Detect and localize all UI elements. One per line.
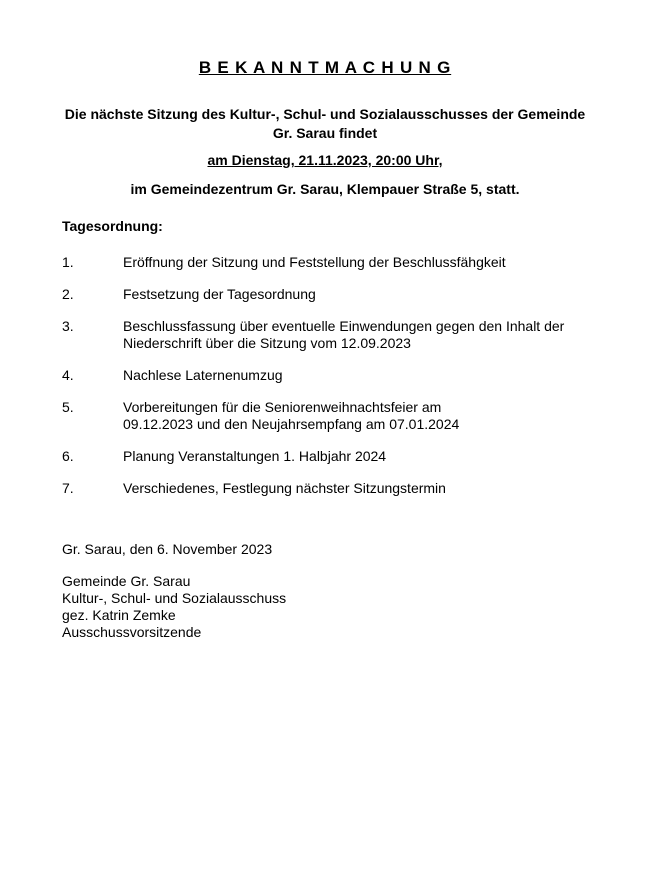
agenda-item <box>62 367 588 384</box>
agenda-item-line: Vorbereitungen für die Seniorenweihnachtsfeier am <box>123 399 442 415</box>
signature-block <box>62 573 588 641</box>
intro-line-1: Die nächste Sitzung des Kultur-, Schul- und Sozialausschusses der Gemeinde <box>64 106 586 122</box>
place-and-date: Gr. Sarau, den 6. November 2023 <box>62 541 273 557</box>
agenda-item <box>62 448 588 465</box>
agenda-item-line: 09.12.2023 und den Neujahrsempfang am 07.01.2024 <box>123 416 460 432</box>
agenda-item-line: Beschlussfassung über eventuelle Einwendungen gegen den Inhalt der <box>123 318 565 334</box>
agenda-item <box>62 254 588 271</box>
agenda-list <box>62 254 588 497</box>
agenda-item-text <box>123 399 588 433</box>
meeting-location-line: im Gemeindezentrum Gr. Sarau, Klempauer Straße 5, statt. <box>130 181 520 197</box>
agenda-item <box>62 399 588 433</box>
agenda-item-number: 1. <box>62 254 74 270</box>
agenda-item-line: Eröffnung der Sitzung und Feststellung der Beschlussfähgkeit <box>123 254 506 270</box>
agenda-heading: Tagesordnung: <box>62 218 163 234</box>
agenda-item-text <box>123 448 588 465</box>
signature-line: gez. Katrin Zemke <box>62 607 176 623</box>
agenda-item <box>62 480 588 497</box>
signature-line: Gemeinde Gr. Sarau <box>62 573 191 589</box>
agenda-item-number: 6. <box>62 448 74 464</box>
agenda-item-line: Festsetzung der Tagesordnung <box>123 286 316 302</box>
intro-line-2: Gr. Sarau findet <box>272 125 378 141</box>
intro-paragraph <box>62 105 588 143</box>
agenda-item-text <box>123 254 588 271</box>
agenda-item-text <box>123 286 588 303</box>
agenda-item <box>62 286 588 303</box>
agenda-item-line: Planung Veranstaltungen 1. Halbjahr 2024 <box>123 448 387 464</box>
agenda-item-number: 7. <box>62 480 74 496</box>
agenda-item-text <box>123 480 588 497</box>
signature-line: Ausschussvorsitzende <box>62 624 202 640</box>
agenda-item-text <box>123 367 588 384</box>
document-title: B E K A N N T M A C H U N G <box>198 58 452 77</box>
signature-line: Kultur-, Schul- und Sozialausschuss <box>62 590 287 606</box>
meeting-date-line: am Dienstag, 21.11.2023, 20:00 Uhr, <box>207 152 443 168</box>
agenda-item-line: Niederschrift über die Sitzung vom 12.09.2023 <box>123 335 411 351</box>
agenda-item-number: 5. <box>62 399 74 415</box>
agenda-item-number: 2. <box>62 286 74 302</box>
agenda-item-number: 3. <box>62 318 74 334</box>
agenda-item-text <box>123 318 588 352</box>
agenda-item-line: Verschiedenes, Festlegung nächster Sitzungstermin <box>123 480 446 496</box>
agenda-item-number: 4. <box>62 367 74 383</box>
agenda-item <box>62 318 588 352</box>
agenda-item-line: Nachlese Laternenumzug <box>123 367 283 383</box>
